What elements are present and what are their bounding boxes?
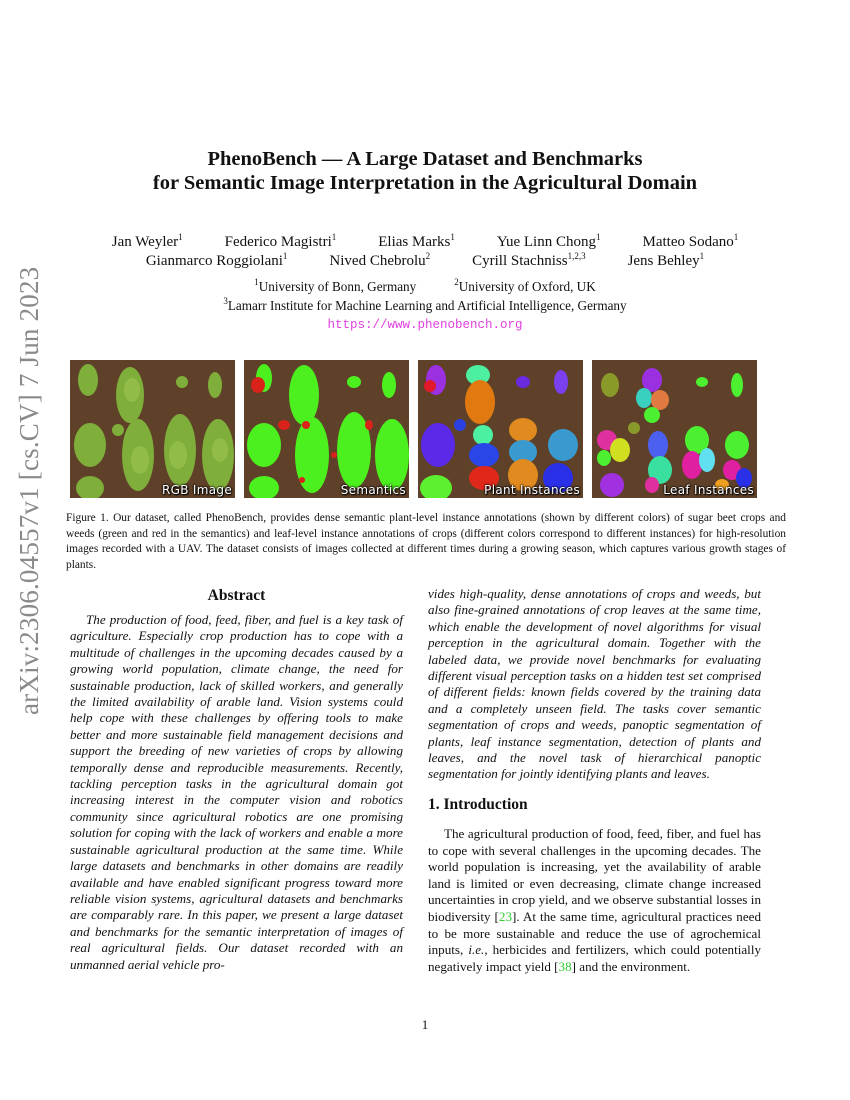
- figure-caption: Figure 1. Our dataset, called PhenoBench, provides dense semantic plant-level instance annotations (shown by different colors) of sugar beet crops and weeds (green and red in the semantics) and leaf-level instance annotations of crops (different colors correspond to different instances) for high-resolution images recorded with a UAV. The dataset consists of images collected at different times during a growing season, which captures various growth stages of plants.: [66, 512, 786, 571]
- panel-label: Plant Instances: [484, 483, 580, 497]
- semantics-field-image: [244, 360, 409, 498]
- figure-panel-plant-instances: [418, 360, 583, 498]
- abstract-text-right: vides high-quality, dense annotations of crops and weeds, but also fine-grained annotations of crop leaves at the same time, which enable the development of novel algorithms for visual perception in the agricultural domain. Together with the labeled data, we provide novel benchmarks for evaluating different visual perception tasks on a hidden test set comprised of different fields: known fields covered by the training data and a completely unseen field. The tasks cover semantic segmentation of crops and weeds, panoptic segmentation of plants, leaf instance segmentation, detection of plants and leaves, and the novel task of hierarchical panoptic segmentation for jointly identifying plants and leaves.: [428, 586, 761, 782]
- rgb-field-image: [70, 360, 235, 498]
- author: Federico Magistri$^1$: [224, 232, 337, 250]
- affiliations-row-1: [0, 274, 850, 295]
- author: Yue Linn Chong$^1$: [496, 232, 601, 250]
- affiliations-row-2: [0, 293, 850, 314]
- project-url-link[interactable]: https://www.phenobench.org: [327, 318, 523, 332]
- author: Gianmarco Roggiolani$^1$: [145, 251, 288, 269]
- author: Jan Weyler$^1$: [111, 232, 183, 250]
- figure-panel-rgb-image: [70, 360, 235, 498]
- arxiv-identifier-stamp: arXiv:2306.04557v1 [cs.CV] 7 Jun 2023: [14, 266, 44, 715]
- introduction-paragraph: The agricultural production of food, feed, fiber, and fuel has to cope with several challenges in the upcoming decades. The world population is increasing, yet the availability of arable land is limited or even decreasing, climate change increased uncertainties in crop yield, and we observe substantial losses in biodiversity [23]. At the same time, agricultural practices need to be more sustainable and reduce the use of agrochemical inputs, i.e., herbicides and fertilizers, which could potentially negatively impact yield [38] and the environment.: [428, 826, 762, 974]
- figure-panel-semantics: [244, 360, 409, 498]
- plant-instances-field-image: [418, 360, 583, 498]
- citation-link[interactable]: 23: [498, 908, 512, 924]
- author: Elias Marks$^1$: [378, 232, 455, 250]
- affiliation: $^2$University of Oxford, UK: [454, 277, 596, 294]
- leaf-instances-field-image: [592, 360, 757, 498]
- page-number: 1: [421, 1017, 429, 1032]
- author: Matteo Sodano$^1$: [642, 232, 739, 250]
- figure-panel-leaf-instances: [592, 360, 757, 498]
- author: Nived Chebrolu$^2$: [329, 251, 431, 269]
- authors-row-2: [0, 247, 850, 270]
- affiliation: $^3$Lamarr Institute for Machine Learning and Artificial Intelligence, Germany: [223, 296, 627, 313]
- panel-label: RGB Image: [162, 483, 232, 497]
- affiliation: $^1$University of Bonn, Germany: [254, 277, 417, 294]
- title-line-2: for Semantic Image Interpretation in the Agricultural Domain: [152, 172, 698, 194]
- title-line-1: PhenoBench — A Large Dataset and Benchmarks: [207, 148, 643, 170]
- panel-label: Semantics: [340, 483, 406, 497]
- figure-1: [70, 360, 758, 498]
- citation-link[interactable]: 38: [558, 958, 572, 974]
- panel-label: Leaf Instances: [663, 483, 754, 497]
- section-heading-introduction: 1. Introduction: [428, 796, 528, 813]
- abstract-text-left: The production of food, feed, fiber, and fuel is a key task of agriculture. Especially crop production has to cope with a multitude of challenges in the upcoming decades caused by a growing world population, climate change, the need for sustainable production, lack of skilled workers, and generally the limited availability of arable land. Vision systems could help cope with these challenges by offering tools to make better and more sustainable field management decisions and support the breeding of new varieties of crops by allowing temporally dense and reproducible measurements. Recently, tackling perception tasks in the agricultural domain got increasing interest in the computer vision and robotics community since agricultural robotics are one promising solution for coping with the lack of workers and enable a more sustainable agricultural production at the same time. While large datasets and benchmarks in other domains are readily available and have enabled significant progress toward more reliable vision systems, agricultural datasets and benchmarks are comparably rare. In this paper, we present a large dataset and benchmarks for the semantic interpretation of images of real agricultural fields. Our dataset recorded with an unmanned aerial vehicle pro-: [70, 612, 403, 972]
- paper-title: [0, 147, 850, 195]
- author: Cyrill Stachniss$^{1,2,3}$: [472, 251, 586, 269]
- author: Jens Behley$^1$: [627, 251, 705, 269]
- abstract-heading: Abstract: [207, 587, 266, 604]
